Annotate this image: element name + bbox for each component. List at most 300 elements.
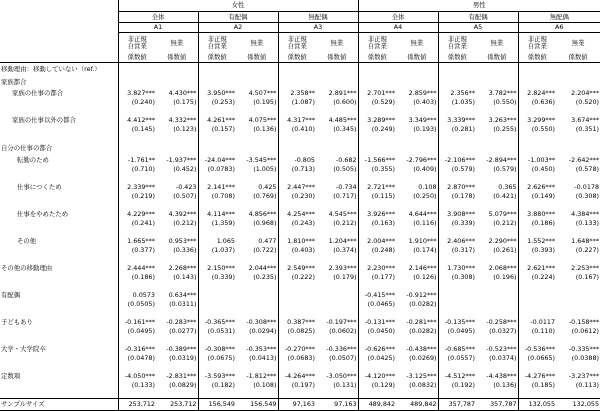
se-value: (0.968) bbox=[253, 218, 277, 227]
coef-cell bbox=[118, 63, 156, 76]
coef-value: -0.734 bbox=[335, 182, 357, 191]
se-value: (0.578) bbox=[575, 164, 600, 173]
table-row bbox=[0, 290, 600, 317]
se-value: (0.133) bbox=[575, 218, 600, 227]
se-value: (0.0327) bbox=[489, 326, 517, 335]
coef-value: -1.566*** bbox=[364, 155, 396, 164]
se-value: (0.219) bbox=[131, 191, 155, 200]
sample-size-label: サンプルサイズ bbox=[0, 398, 118, 410]
se-value: (0.769) bbox=[253, 191, 277, 200]
table-row bbox=[0, 88, 600, 115]
coef-value: -0.438*** bbox=[406, 344, 437, 353]
coef-value: 2.146*** bbox=[408, 263, 437, 272]
coef-cell bbox=[518, 290, 556, 317]
se-value: (0.255) bbox=[493, 125, 517, 134]
coef-value: -0.308*** bbox=[204, 344, 235, 353]
se-value: (0.0277) bbox=[169, 326, 197, 335]
coef-cell bbox=[198, 236, 236, 263]
coef-cell bbox=[316, 317, 358, 344]
coef-value: 2.358** bbox=[290, 89, 315, 97]
coef-cell bbox=[316, 236, 358, 263]
coef-cell bbox=[438, 209, 476, 236]
coef-value: -1.003** bbox=[528, 155, 556, 164]
header-coef-label: 係数値 bbox=[198, 53, 236, 63]
coef-cell bbox=[396, 63, 438, 76]
coef-value: -1.761** bbox=[128, 155, 155, 164]
header-group-f-all: 全体 bbox=[118, 12, 198, 23]
table-row bbox=[0, 115, 600, 142]
coef-cell bbox=[556, 209, 600, 236]
coef-value: -0.135*** bbox=[444, 317, 476, 326]
coef-value: -0.197*** bbox=[326, 317, 357, 326]
se-value: (0.0495) bbox=[447, 326, 476, 335]
sample-size-value: 357,787 bbox=[438, 398, 476, 410]
coef-cell bbox=[476, 209, 518, 236]
coef-cell bbox=[156, 209, 198, 236]
header-model-a4: A4 bbox=[358, 23, 438, 33]
coef-value: 0.387*** bbox=[287, 317, 315, 326]
coef-cell bbox=[518, 236, 556, 263]
coef-value: 1.910*** bbox=[408, 236, 437, 245]
se-value: (0.0602) bbox=[329, 326, 357, 335]
coef-cell bbox=[358, 344, 396, 371]
coef-value: 2.290*** bbox=[488, 236, 517, 245]
header-model-a2: A2 bbox=[198, 23, 278, 33]
coef-value: 4.261*** bbox=[207, 116, 235, 124]
coef-cell bbox=[358, 88, 396, 115]
se-value: (0.0294) bbox=[249, 326, 277, 335]
coef-cell bbox=[438, 88, 476, 115]
coef-cell bbox=[156, 63, 198, 76]
coef-value: 2.721*** bbox=[367, 182, 396, 191]
coef-value: -0.365*** bbox=[204, 317, 235, 326]
coef-cell bbox=[396, 182, 438, 209]
se-value: (0.520) bbox=[575, 98, 600, 107]
coef-cell bbox=[358, 115, 396, 142]
coef-cell bbox=[156, 290, 198, 317]
coef-cell bbox=[358, 263, 396, 290]
table-row bbox=[0, 76, 600, 89]
se-value: (0.179) bbox=[333, 272, 357, 281]
coef-cell bbox=[156, 88, 198, 115]
se-value: (0.227) bbox=[575, 245, 600, 254]
row-label: 転勤のため bbox=[17, 155, 49, 164]
table-row bbox=[0, 63, 600, 76]
header-outcome-nonregular-self: 非正規 自営業 bbox=[118, 33, 156, 54]
coef-value: -4.512*** bbox=[444, 371, 476, 380]
coef-value: 4.485*** bbox=[328, 116, 357, 124]
se-value: (0.579) bbox=[451, 164, 476, 173]
coef-value: 4.317*** bbox=[287, 116, 315, 124]
se-value: (0.351) bbox=[575, 125, 600, 134]
coef-cell bbox=[278, 182, 316, 209]
coef-value: 1.552*** bbox=[527, 236, 556, 245]
coef-cell bbox=[118, 236, 156, 263]
se-value: (0.505) bbox=[333, 164, 357, 173]
coef-cell bbox=[118, 209, 156, 236]
coef-cell bbox=[556, 182, 600, 209]
se-value: (0.550) bbox=[493, 98, 517, 107]
coef-cell bbox=[236, 155, 278, 182]
header-female: 女性 bbox=[118, 0, 358, 12]
header-model-a6: A6 bbox=[518, 23, 600, 33]
se-value: (0.0612) bbox=[571, 326, 600, 335]
coef-value: 4.384*** bbox=[571, 209, 600, 218]
se-value: (0.339) bbox=[211, 272, 235, 281]
coef-value: -0.626*** bbox=[364, 344, 396, 353]
coef-value: 4.254*** bbox=[287, 209, 315, 218]
se-value: (0.345) bbox=[333, 125, 357, 134]
se-value: (0.0269) bbox=[409, 353, 437, 362]
coef-cell bbox=[438, 317, 476, 344]
table-row bbox=[0, 371, 600, 399]
se-value: (0.507) bbox=[173, 191, 197, 200]
se-value: (0.722) bbox=[253, 245, 277, 254]
se-value: (0.248) bbox=[371, 245, 396, 254]
coef-value: 4.644*** bbox=[408, 209, 437, 218]
coef-cell bbox=[236, 115, 278, 142]
coef-cell bbox=[476, 115, 518, 142]
coef-value: 0.425 bbox=[258, 182, 277, 191]
se-value: (0.0319) bbox=[169, 353, 197, 362]
row-label: 子どもあり bbox=[1, 317, 33, 326]
coef-value: 4.545*** bbox=[328, 209, 357, 218]
coef-value: 2.204*** bbox=[571, 89, 600, 97]
coef-value: 1.730*** bbox=[447, 263, 476, 272]
se-value: (0.0829) bbox=[169, 380, 197, 389]
coef-value: -2.796*** bbox=[406, 155, 437, 164]
se-value: (0.308) bbox=[575, 191, 600, 200]
header-outcome-unemployed: 無業 bbox=[571, 38, 585, 47]
coef-value: -0.389*** bbox=[166, 344, 197, 353]
coef-cell bbox=[476, 290, 518, 317]
coef-cell bbox=[198, 115, 236, 142]
sample-size-value: 97,163 bbox=[278, 398, 316, 410]
coef-cell bbox=[118, 182, 156, 209]
se-value: (0.0783) bbox=[207, 164, 235, 173]
coef-value: 2.701*** bbox=[367, 89, 396, 97]
coef-value: 2.870*** bbox=[447, 182, 476, 191]
header-outcome-unemployed: 無業 bbox=[410, 38, 424, 47]
coef-value: 4.430*** bbox=[168, 89, 197, 97]
coef-cell bbox=[118, 88, 156, 115]
row-label: 仕事をやめたため bbox=[17, 209, 69, 218]
se-value: (0.110) bbox=[531, 326, 556, 335]
header-outcome-nonregular-self: 非正規 自営業 bbox=[518, 33, 556, 54]
coef-cell bbox=[118, 317, 156, 344]
coef-value: 3.289*** bbox=[367, 116, 396, 124]
se-value: (0.0507) bbox=[329, 353, 357, 362]
coef-value: -0.308*** bbox=[246, 317, 277, 326]
coef-cell bbox=[198, 317, 236, 344]
coef-cell bbox=[476, 263, 518, 290]
coef-value: 3.908*** bbox=[447, 209, 476, 218]
coef-cell bbox=[236, 263, 278, 290]
coef-value: 2.268*** bbox=[168, 263, 197, 272]
row-label: その他の移動理由 bbox=[1, 263, 53, 272]
coef-value: 2.549*** bbox=[287, 263, 315, 272]
coef-value: -0.0178 bbox=[574, 182, 600, 191]
header-outcome-unemployed: 無業 bbox=[250, 38, 264, 47]
se-value: (0.0450) bbox=[367, 326, 396, 335]
coef-cell bbox=[358, 371, 396, 399]
coef-cell bbox=[518, 88, 556, 115]
coef-value: 2.044*** bbox=[248, 263, 277, 272]
coef-cell bbox=[236, 317, 278, 344]
se-value: (0.250) bbox=[413, 191, 437, 200]
coef-value: -0.523*** bbox=[486, 344, 517, 353]
coef-cell bbox=[316, 209, 358, 236]
se-value: (0.550) bbox=[531, 125, 556, 134]
coef-cell bbox=[556, 263, 600, 290]
se-value: (0.393) bbox=[531, 245, 556, 254]
coef-cell bbox=[396, 88, 438, 115]
coef-value: -1.937*** bbox=[166, 155, 197, 164]
coef-cell bbox=[156, 155, 198, 182]
se-value: (0.185) bbox=[531, 380, 556, 389]
se-value: (0.261) bbox=[493, 245, 517, 254]
coef-cell bbox=[556, 63, 600, 76]
coef-cell bbox=[396, 155, 438, 182]
coef-value: -0.685*** bbox=[444, 344, 476, 353]
se-value: (0.317) bbox=[451, 245, 476, 254]
coef-cell bbox=[556, 344, 600, 371]
coef-cell bbox=[278, 76, 316, 89]
se-value: (0.186) bbox=[131, 272, 155, 281]
coef-value: 0.634*** bbox=[168, 290, 197, 299]
coef-cell bbox=[316, 88, 358, 115]
se-value: (0.186) bbox=[531, 218, 556, 227]
coef-cell bbox=[156, 76, 198, 89]
coef-cell bbox=[316, 290, 358, 317]
se-value: (0.0832) bbox=[409, 380, 437, 389]
header-coef-label: 係数値 bbox=[358, 53, 396, 63]
se-value: (0.0478) bbox=[127, 353, 155, 362]
coef-cell bbox=[556, 155, 600, 182]
coef-value: 2.621*** bbox=[527, 263, 556, 272]
coef-cell bbox=[198, 76, 236, 89]
coef-cell bbox=[476, 142, 518, 155]
se-value: (0.0465) bbox=[367, 299, 396, 308]
sample-size-value: 132,055 bbox=[518, 398, 556, 410]
table-row bbox=[0, 155, 600, 182]
se-value: (0.281) bbox=[451, 125, 476, 134]
coef-cell bbox=[118, 76, 156, 89]
se-value: (0.0282) bbox=[409, 299, 437, 308]
se-value: (0.224) bbox=[531, 272, 556, 281]
coef-value: -0.0117 bbox=[530, 317, 556, 326]
se-value: (0.133) bbox=[131, 380, 155, 389]
coef-value: -3.545*** bbox=[246, 155, 277, 164]
coef-cell bbox=[236, 88, 278, 115]
se-value: (0.113) bbox=[575, 380, 600, 389]
coef-cell bbox=[198, 209, 236, 236]
se-value: (0.145) bbox=[131, 125, 155, 134]
coef-cell bbox=[518, 209, 556, 236]
se-value: (0.116) bbox=[413, 218, 437, 227]
se-value: (0.126) bbox=[413, 272, 437, 281]
coef-cell bbox=[358, 317, 396, 344]
row-label: その他 bbox=[17, 236, 37, 245]
header-coef-label: 係数値 bbox=[278, 53, 316, 63]
se-value: (0.450) bbox=[531, 164, 556, 173]
coef-cell bbox=[396, 209, 438, 236]
coef-cell bbox=[556, 142, 600, 155]
header-coef-label: 係数値 bbox=[236, 53, 278, 63]
coef-cell bbox=[518, 76, 556, 89]
se-value: (0.108) bbox=[253, 380, 277, 389]
coef-cell bbox=[118, 155, 156, 182]
coef-value: 0.477 bbox=[258, 236, 277, 245]
coef-value: 4.332*** bbox=[168, 116, 197, 124]
coef-cell bbox=[556, 236, 600, 263]
coef-value: 2.447*** bbox=[287, 182, 315, 191]
coef-cell bbox=[316, 63, 358, 76]
se-value: (0.0505) bbox=[127, 299, 155, 308]
se-value: (0.136) bbox=[493, 380, 517, 389]
coef-value: 3.926*** bbox=[367, 209, 396, 218]
se-value: (0.636) bbox=[531, 98, 556, 107]
row-label: 家族都合 bbox=[1, 77, 27, 86]
se-value: (0.192) bbox=[451, 380, 476, 389]
se-value: (1.035) bbox=[451, 98, 476, 107]
coef-value: -0.258*** bbox=[486, 317, 517, 326]
coef-value: -3.237*** bbox=[568, 371, 600, 380]
coef-cell bbox=[278, 63, 316, 76]
se-value: (0.0282) bbox=[409, 326, 437, 335]
coef-cell bbox=[518, 344, 556, 371]
coef-cell bbox=[118, 142, 156, 155]
coef-cell bbox=[198, 290, 236, 317]
sample-size-value: 97,163 bbox=[316, 398, 358, 410]
coef-cell bbox=[358, 209, 396, 236]
coef-cell bbox=[118, 371, 156, 399]
se-value: (0.409) bbox=[413, 164, 437, 173]
coef-cell bbox=[236, 236, 278, 263]
header-coef-label: 係数値 bbox=[518, 53, 556, 63]
header-outcome-unemployed: 無業 bbox=[170, 38, 184, 47]
se-value: (0.222) bbox=[291, 272, 315, 281]
se-value: (0.0388) bbox=[571, 353, 600, 362]
se-value: (1.087) bbox=[291, 98, 315, 107]
se-value: (0.0425) bbox=[367, 353, 396, 362]
sample-size-value: 253,712 bbox=[156, 398, 198, 410]
coef-value: 3.349*** bbox=[408, 116, 437, 124]
coef-cell bbox=[236, 63, 278, 76]
coef-value: -0.316*** bbox=[124, 344, 155, 353]
se-value: (0.136) bbox=[253, 125, 277, 134]
coef-value: 2.444*** bbox=[127, 263, 155, 272]
coef-cell bbox=[438, 236, 476, 263]
se-value: (0.579) bbox=[493, 164, 517, 173]
coef-cell bbox=[396, 236, 438, 263]
header-group-f-unmarried: 無配偶 bbox=[278, 12, 358, 23]
coef-cell bbox=[118, 290, 156, 317]
coef-cell bbox=[518, 182, 556, 209]
coef-cell bbox=[198, 344, 236, 371]
coef-cell bbox=[358, 76, 396, 89]
coef-cell bbox=[156, 115, 198, 142]
coef-cell bbox=[198, 142, 236, 155]
coef-cell bbox=[518, 63, 556, 76]
coef-cell bbox=[396, 290, 438, 317]
coef-cell bbox=[278, 371, 316, 399]
coef-value: 4.507*** bbox=[248, 89, 277, 97]
coef-cell bbox=[316, 76, 358, 89]
coef-value: -0.131*** bbox=[364, 317, 396, 326]
coef-value: -0.281*** bbox=[406, 317, 437, 326]
se-value: (0.708) bbox=[211, 191, 235, 200]
coef-cell bbox=[278, 317, 316, 344]
coef-value: 2.141*** bbox=[207, 182, 235, 191]
coef-cell bbox=[198, 63, 236, 76]
coef-cell bbox=[316, 115, 358, 142]
coef-value: 2.339*** bbox=[127, 182, 155, 191]
coef-cell bbox=[278, 155, 316, 182]
se-value: (0.0557) bbox=[447, 353, 476, 362]
se-value: (0.600) bbox=[333, 98, 357, 107]
sample-size-value: 156,549 bbox=[198, 398, 236, 410]
coef-cell bbox=[438, 263, 476, 290]
coef-cell bbox=[278, 142, 316, 155]
se-value: (0.0825) bbox=[287, 326, 315, 335]
coef-cell bbox=[476, 63, 518, 76]
coef-cell bbox=[518, 115, 556, 142]
se-value: (0.713) bbox=[291, 164, 315, 173]
coef-cell bbox=[316, 142, 358, 155]
table-row bbox=[0, 317, 600, 344]
se-value: (0.0413) bbox=[249, 353, 277, 362]
se-value: (0.123) bbox=[173, 125, 197, 134]
coef-value: -4.120*** bbox=[364, 371, 396, 380]
row-label: 仕事につくため bbox=[17, 182, 62, 191]
coef-cell bbox=[518, 371, 556, 399]
coef-cell bbox=[358, 290, 396, 317]
coef-cell bbox=[278, 115, 316, 142]
coef-value: 5.079*** bbox=[488, 209, 517, 218]
se-value: (1.005) bbox=[253, 164, 277, 173]
coef-cell bbox=[358, 142, 396, 155]
coef-value: -3.050*** bbox=[326, 371, 357, 380]
coef-value: 3.263*** bbox=[488, 116, 517, 124]
coef-cell bbox=[438, 182, 476, 209]
coef-cell bbox=[396, 371, 438, 399]
se-value: (0.178) bbox=[451, 191, 476, 200]
se-value: (0.240) bbox=[131, 98, 155, 107]
row-label: 移動理由：移動していない（ref.） bbox=[1, 65, 101, 74]
header-empty bbox=[0, 0, 118, 12]
table-row bbox=[0, 142, 600, 155]
header-coef-label: 係数値 bbox=[396, 53, 438, 63]
coef-value: 1.204*** bbox=[328, 236, 357, 245]
se-value: (0.163) bbox=[371, 218, 396, 227]
coef-value: -24.04*** bbox=[204, 155, 235, 164]
coef-cell bbox=[156, 236, 198, 263]
se-value: (0.174) bbox=[413, 245, 437, 254]
header-coef-label: 係数値 bbox=[316, 53, 358, 63]
coef-value: 2.150*** bbox=[207, 263, 235, 272]
coef-value: 3.674*** bbox=[571, 116, 600, 124]
header-outcome-nonregular-self: 非正規 自営業 bbox=[198, 33, 236, 54]
se-value: (0.249) bbox=[371, 125, 396, 134]
coef-cell bbox=[198, 182, 236, 209]
se-value: (0.241) bbox=[131, 218, 155, 227]
se-value: (0.421) bbox=[493, 191, 517, 200]
coef-cell bbox=[198, 88, 236, 115]
header-coef-label: 係数値 bbox=[156, 53, 198, 63]
coef-cell bbox=[118, 263, 156, 290]
coef-cell bbox=[236, 371, 278, 399]
